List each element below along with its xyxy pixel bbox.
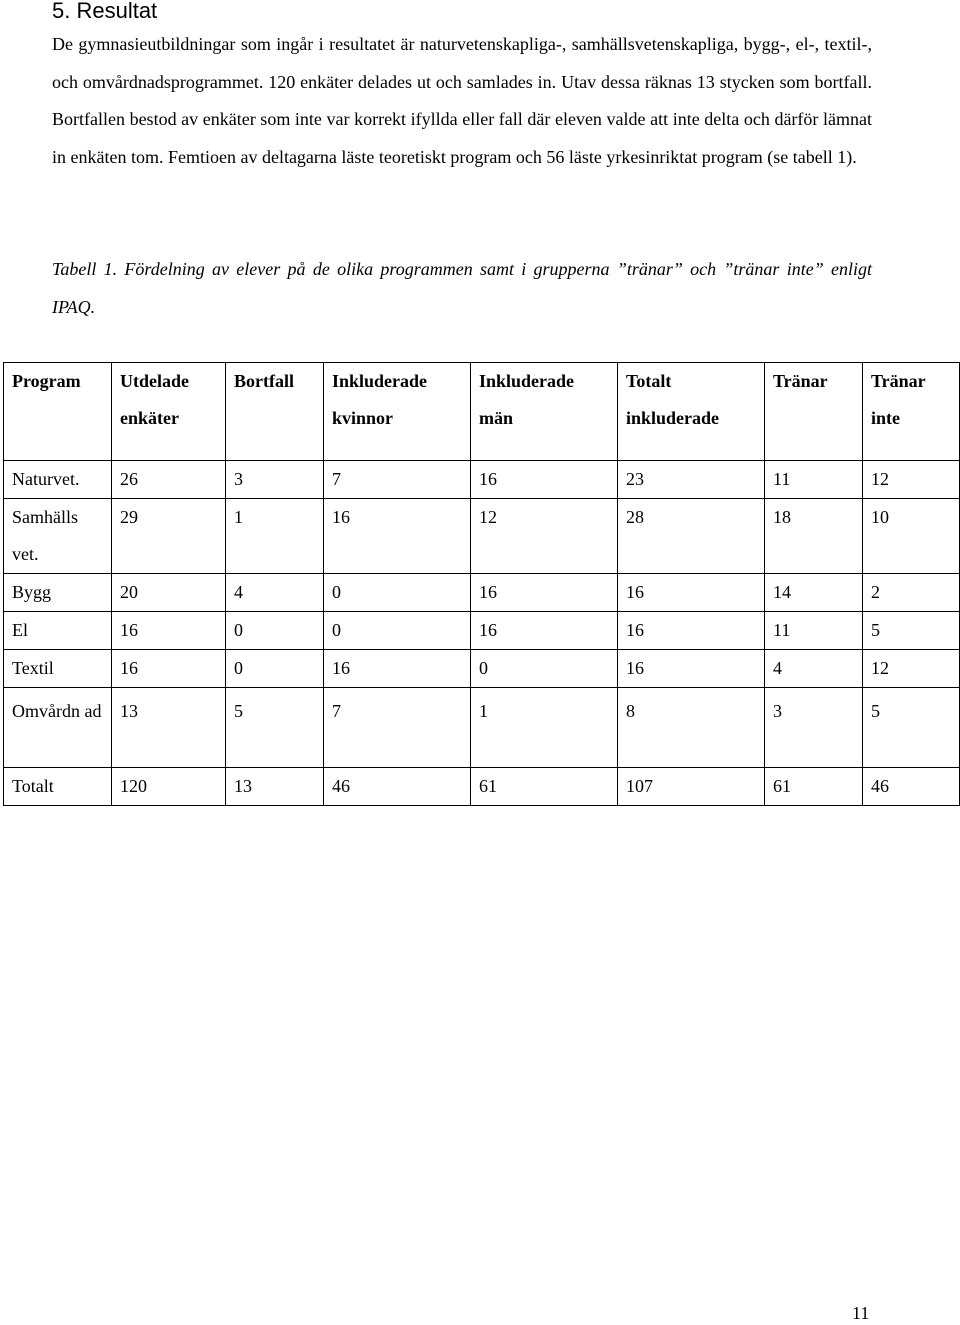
table-cell: 4 (226, 574, 324, 612)
table-row (4, 574, 960, 612)
table-cell: 3 (226, 461, 324, 499)
table-cell: 120 (112, 768, 226, 806)
table-row (4, 461, 960, 499)
page-number: 11 (852, 1303, 870, 1323)
table-cell: 11 (765, 461, 863, 499)
table-cell: 18 (765, 499, 863, 574)
table-row (4, 650, 960, 688)
table-cell: 7 (324, 461, 471, 499)
table-cell: 0 (226, 612, 324, 650)
table-cell: 1 (226, 499, 324, 574)
table-cell: 4 (765, 650, 863, 688)
header-cell: Inkluderade kvinnor (324, 363, 471, 461)
table-cell: El (4, 612, 112, 650)
results-paragraph: De gymnasieutbildningar som ingår i resultatet är naturvetenskapliga-, samhällsvetenskapliga, bygg-, el-, textil-, och omvårdnadsprogrammet. 120 enkäter delades ut och samlades in. Utav dessa räknas 13 stycken som bortfall. Bortfallen bestod av enkäter som inte var korrekt ifyllda eller fall där eleven valde att inte delta och därför lämnat in enkäten tom. Femtioen av deltagarna läste teoretiskt program och 56 läste yrkesinriktat program (se tabell 1). (52, 34, 872, 167)
table-cell: 13 (112, 688, 226, 768)
table-cell: 29 (112, 499, 226, 574)
table-cell: 16 (324, 499, 471, 574)
header-cell: Utdelade enkäter (112, 363, 226, 461)
section-heading: 5. Resultat (52, 0, 158, 23)
header-cell: Inkluderade män (471, 363, 618, 461)
table-caption: Tabell 1. Fördelning av elever på de olika programmen samt i grupperna ”tränar” och ”tränar inte” enligt IPAQ. (52, 259, 872, 317)
table-cell: 16 (471, 461, 618, 499)
header-cell: Program (4, 363, 112, 461)
table-cell: 0 (324, 574, 471, 612)
table-cell: 20 (112, 574, 226, 612)
table-cell: 16 (618, 574, 765, 612)
table-cell: 16 (112, 650, 226, 688)
table-cell: 12 (471, 499, 618, 574)
table-cell: 5 (226, 688, 324, 768)
program-distribution-table (3, 362, 960, 806)
table-row (4, 612, 960, 650)
table-row (4, 768, 960, 806)
table-cell: 61 (765, 768, 863, 806)
table-cell: 13 (226, 768, 324, 806)
table-cell: 26 (112, 461, 226, 499)
table-cell: 16 (618, 650, 765, 688)
table-cell: 23 (618, 461, 765, 499)
table-cell: Samhälls vet. (4, 499, 112, 574)
table-cell: Omvårdn ad (4, 688, 112, 768)
table-cell: 12 (863, 461, 960, 499)
table-cell: 16 (618, 612, 765, 650)
table-cell: 12 (863, 650, 960, 688)
table-row (4, 499, 960, 574)
table-cell: 8 (618, 688, 765, 768)
table-cell: 16 (471, 574, 618, 612)
table-row (4, 688, 960, 768)
table-cell: 11 (765, 612, 863, 650)
table-cell: 1 (471, 688, 618, 768)
table-cell: 16 (471, 612, 618, 650)
table-cell: Naturvet. (4, 461, 112, 499)
table-cell: 107 (618, 768, 765, 806)
table-cell: 16 (324, 650, 471, 688)
header-cell: Bortfall (226, 363, 324, 461)
table-cell: 61 (471, 768, 618, 806)
table-cell: 46 (863, 768, 960, 806)
table-header-row (4, 363, 960, 461)
table-cell: 0 (471, 650, 618, 688)
table-cell: 5 (863, 688, 960, 768)
header-cell: Tränar (765, 363, 863, 461)
table-cell: 5 (863, 612, 960, 650)
table-cell: 16 (112, 612, 226, 650)
table-cell: 10 (863, 499, 960, 574)
header-cell: Tränar inte (863, 363, 960, 461)
table-cell: 0 (226, 650, 324, 688)
table-cell: 28 (618, 499, 765, 574)
table-cell: Textil (4, 650, 112, 688)
table-cell: 2 (863, 574, 960, 612)
table-cell: 14 (765, 574, 863, 612)
table-cell: 46 (324, 768, 471, 806)
table-cell: 0 (324, 612, 471, 650)
table-cell: Totalt (4, 768, 112, 806)
table-cell: 7 (324, 688, 471, 768)
table-cell: Bygg (4, 574, 112, 612)
header-cell: Totalt inkluderade (618, 363, 765, 461)
table-cell: 3 (765, 688, 863, 768)
